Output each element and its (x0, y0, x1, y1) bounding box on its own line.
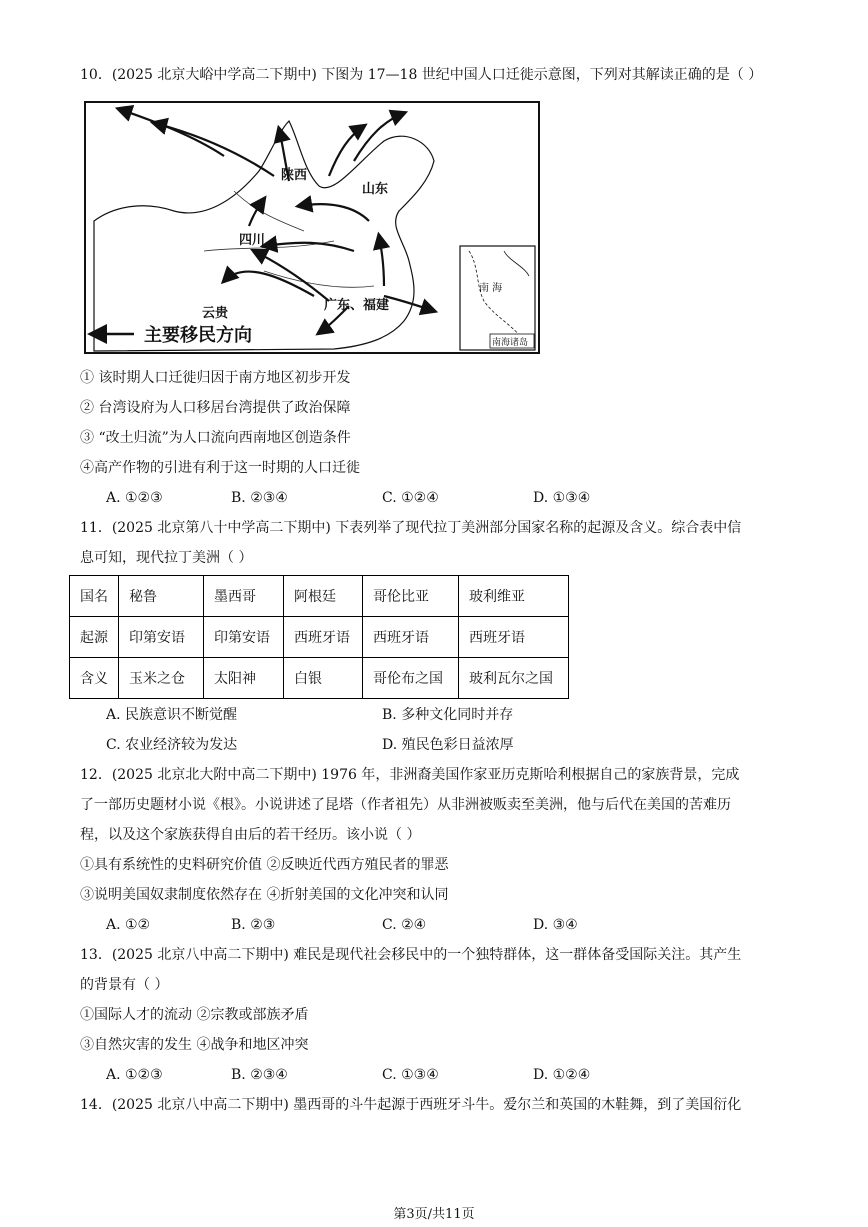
q11-choice-c[interactable]: C. 农业经济较为发达 (106, 737, 238, 753)
table-cell: 墨西哥 (204, 576, 284, 617)
q12-stem-line1: 12．(2025 北京北大附中高二下期中) 1976 年，非洲裔美国作家亚历克斯哈利根据自己的家族背景，完成 (80, 767, 740, 783)
q11-choices-row1 (106, 706, 806, 724)
q10-choice-c[interactable]: C. ①②④ (382, 490, 439, 506)
q12-choices (106, 916, 806, 934)
q10-item-3: ③ “改土归流”为人口流向西南地区创造条件 (80, 430, 351, 446)
table-cell: 哥伦比亚 (363, 576, 459, 617)
q12-stem-line2: 了一部历史题材小说《根》。小说讲述了昆塔（作者祖先）从非洲被贩卖至美洲，他与后代在美国的苦难历 (80, 797, 731, 813)
q12-choice-b[interactable]: B. ②③ (231, 917, 276, 933)
table-row (70, 576, 569, 617)
page-footer: 第3页/共11页 (393, 1207, 475, 1222)
south-china-sea-inset (460, 246, 535, 350)
table-cell: 哥伦布之国 (363, 658, 459, 699)
table-cell: 白银 (284, 658, 363, 699)
table-cell: 印第安语 (204, 617, 284, 658)
q10-item-2: ② 台湾设府为人口移居台湾提供了政治保障 (80, 400, 351, 416)
q10-choices (106, 489, 806, 507)
q10-choice-b[interactable]: B. ②③④ (231, 490, 288, 506)
table-row (70, 617, 569, 658)
inset-caption: 南海诸岛 (492, 338, 529, 348)
table-cell: 阿根廷 (284, 576, 363, 617)
q13-choice-b[interactable]: B. ②③④ (231, 1067, 288, 1083)
q10-choice-d[interactable]: D. ①③④ (533, 490, 591, 506)
table-cell: 玻利维亚 (459, 576, 569, 617)
table-cell: 含义 (70, 658, 119, 699)
legend-label: 主要移民方向 (144, 325, 252, 346)
q11-choice-d[interactable]: D. 殖民色彩日益浓厚 (382, 737, 514, 753)
q11-stem-line2: 息可知，现代拉丁美洲（ ） (80, 550, 253, 566)
q13-stem-line1: 13．(2025 北京八中高二下期中) 难民是现代社会移民中的一个独特群体，这一群体备受国际关注。其产生 (80, 947, 742, 963)
q13-stem-line2: 的背景有（ ） (80, 977, 169, 993)
label-shandong: 山东 (362, 182, 389, 197)
q10-stem: 10．(2025 北京大峪中学高二下期中) 下图为 17—18 世纪中国人口迁徙示意图，下列对其解读正确的是（ ） (80, 67, 763, 83)
label-yungui: 云贵 (202, 306, 229, 321)
q13-choices (106, 1066, 806, 1084)
q12-choice-d[interactable]: D. ③④ (533, 917, 578, 933)
table-cell: 玻利瓦尔之国 (459, 658, 569, 699)
q11-stem-line1: 11．(2025 北京第八十中学高二下期中) 下表列举了现代拉丁美洲部分国家名称的起源及含义。综合表中信 (80, 520, 742, 536)
q11-choice-a[interactable]: A. 民族意识不断觉醒 (106, 707, 238, 723)
q12-items-1: ①具有系统性的史料研究价值 ②反映近代西方殖民者的罪恶 (80, 857, 449, 873)
latin-america-names-table (69, 575, 569, 699)
table-cell: 印第安语 (119, 617, 204, 658)
table-cell: 起源 (70, 617, 119, 658)
q13-items-2: ③自然灾害的发生 ④战争和地区冲突 (80, 1037, 309, 1053)
q12-stem-line3: 程，以及这个家族获得自由后的若干经历。该小说（ ） (80, 827, 421, 843)
q12-items-2: ③说明美国奴隶制度依然存在 ④折射美国的文化冲突和认同 (80, 887, 449, 903)
q12-choice-a[interactable]: A. ①② (106, 917, 151, 933)
label-shaanxi: 陕西 (281, 168, 308, 183)
table-cell: 西班牙语 (284, 617, 363, 658)
q11-choices-row2 (106, 736, 806, 754)
table-row (70, 658, 569, 699)
table-cell: 西班牙语 (459, 617, 569, 658)
q13-items-1: ①国际人才的流动 ②宗教或部族矛盾 (80, 1007, 309, 1023)
label-sichuan: 四川 (239, 233, 266, 248)
q11-choice-b[interactable]: B. 多种文化同时并存 (382, 707, 514, 723)
label-guangdong-fujian: 广东、福建 (324, 298, 390, 313)
q13-choice-a[interactable]: A. ①②③ (106, 1067, 163, 1083)
table-cell: 太阳神 (204, 658, 284, 699)
q10-item-4: ④高产作物的引进有利于这一时期的人口迁徙 (80, 460, 360, 476)
migration-map (84, 101, 540, 354)
table-cell: 国名 (70, 576, 119, 617)
inset-sea-label: 南 海 (479, 283, 503, 294)
q10-choice-a[interactable]: A. ①②③ (106, 490, 163, 506)
table-cell: 西班牙语 (363, 617, 459, 658)
q12-choice-c[interactable]: C. ②④ (382, 917, 427, 933)
q13-choice-c[interactable]: C. ①③④ (382, 1067, 439, 1083)
table-cell: 秘鲁 (119, 576, 204, 617)
q14-stem-line1: 14．(2025 北京八中高二下期中) 墨西哥的斗牛起源于西班牙斗牛。爱尔兰和英国的木鞋舞，到了美国衍化 (80, 1097, 742, 1113)
q13-choice-d[interactable]: D. ①②④ (533, 1067, 591, 1083)
table-cell: 玉米之仓 (119, 658, 204, 699)
q10-item-1: ① 该时期人口迁徙归因于南方地区初步开发 (80, 370, 351, 386)
